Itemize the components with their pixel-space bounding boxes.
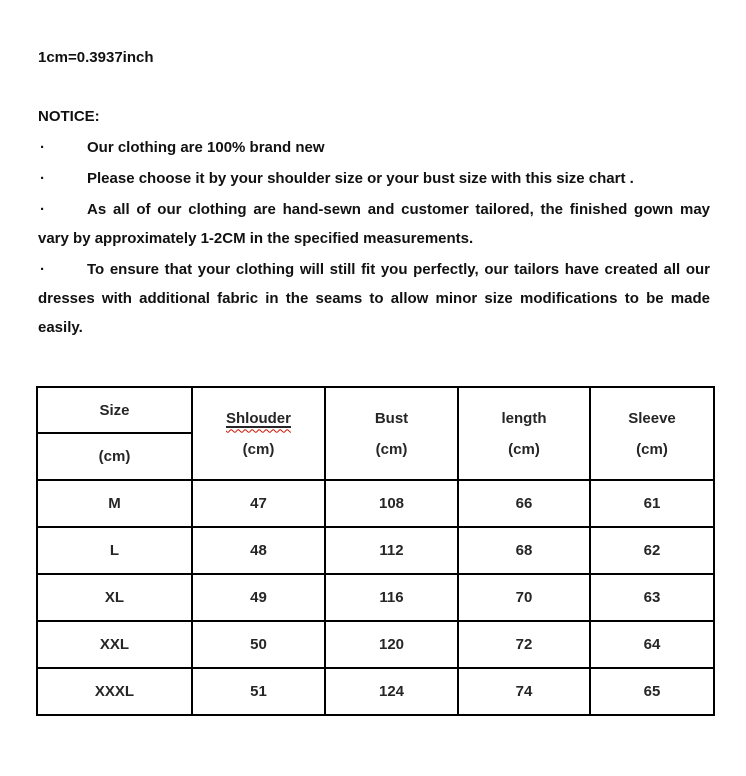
bust-cell: 112 xyxy=(325,527,458,574)
notice-item-4 xyxy=(38,255,710,342)
bust-cell: 120 xyxy=(325,621,458,668)
bust-cell: 124 xyxy=(325,668,458,715)
header-cell-size: Size xyxy=(37,387,192,433)
bust-cell: 116 xyxy=(325,574,458,621)
bullet-icon: · xyxy=(40,170,45,187)
header-unit: (cm) xyxy=(636,440,668,458)
table-row-l xyxy=(37,527,714,574)
sleeve-cell: 61 xyxy=(590,480,714,527)
notice-item-2 xyxy=(38,164,710,193)
shoulder-cell: 50 xyxy=(192,621,325,668)
notice-item-text: Please choose it by your shoulder size or your bust size with this size chart . xyxy=(87,170,634,187)
header-unit: (cm) xyxy=(375,440,408,458)
shoulder-cell: 49 xyxy=(192,574,325,621)
header-cell-length xyxy=(458,387,590,480)
unit-conversion-note: 1cm=0.3937inch xyxy=(38,49,154,66)
shoulder-cell: 47 xyxy=(192,480,325,527)
length-cell: 70 xyxy=(458,574,590,621)
header-cell-sleeve xyxy=(590,387,714,480)
table-row-xxxl xyxy=(37,668,714,715)
header-label: length xyxy=(501,409,547,427)
size-cell: L xyxy=(37,527,192,574)
size-chart-section xyxy=(36,386,746,716)
size-cell: XXL xyxy=(37,621,192,668)
notice-item-text: As all of our clothing are hand-sewn and customer tailored, the finished gown may vary by approximately 1-2CM in the specified measurements. xyxy=(38,201,710,247)
header-label xyxy=(193,403,324,434)
bullet-icon: · xyxy=(40,261,45,278)
notice-heading: NOTICE: xyxy=(38,108,100,125)
header-unit: (cm) xyxy=(508,440,540,458)
notice-item-3 xyxy=(38,195,710,253)
notice-item-1 xyxy=(38,133,710,162)
size-cell: M xyxy=(37,480,192,527)
bullet-icon: · xyxy=(40,201,45,218)
length-cell: 74 xyxy=(458,668,590,715)
bullet-icon: · xyxy=(40,139,45,156)
sleeve-cell: 63 xyxy=(590,574,714,621)
table-row-xl xyxy=(37,574,714,621)
header-label: Bust xyxy=(374,409,409,427)
header-cell-bust xyxy=(325,387,458,480)
size-cell: XL xyxy=(37,574,192,621)
table-row-m xyxy=(37,480,714,527)
length-cell: 68 xyxy=(458,527,590,574)
size-cell: XXXL xyxy=(37,668,192,715)
sleeve-cell: 62 xyxy=(590,527,714,574)
header-label: Sleeve xyxy=(628,409,676,427)
length-cell: 72 xyxy=(458,621,590,668)
bust-cell: 108 xyxy=(325,480,458,527)
shoulder-cell: 48 xyxy=(192,527,325,574)
spellcheck-underline: Shlouder xyxy=(225,409,291,427)
size-chart-table xyxy=(36,386,715,716)
table-row-xxl xyxy=(37,621,714,668)
header-cell-size-unit: (cm) xyxy=(37,433,192,480)
sleeve-cell: 64 xyxy=(590,621,714,668)
document-body xyxy=(0,0,746,342)
sleeve-cell: 65 xyxy=(590,668,714,715)
header-unit: (cm) xyxy=(242,440,275,458)
shoulder-cell: 51 xyxy=(192,668,325,715)
header-cell-shoulder xyxy=(192,387,325,480)
notice-item-text: To ensure that your clothing will still fit you perfectly, our tailors have created all our dresses with additional fabric in the seams to allow minor size modifications to be made easily. xyxy=(38,261,710,336)
length-cell: 66 xyxy=(458,480,590,527)
notice-item-text: Our clothing are 100% brand new xyxy=(87,139,325,156)
header-row-top xyxy=(37,387,714,433)
